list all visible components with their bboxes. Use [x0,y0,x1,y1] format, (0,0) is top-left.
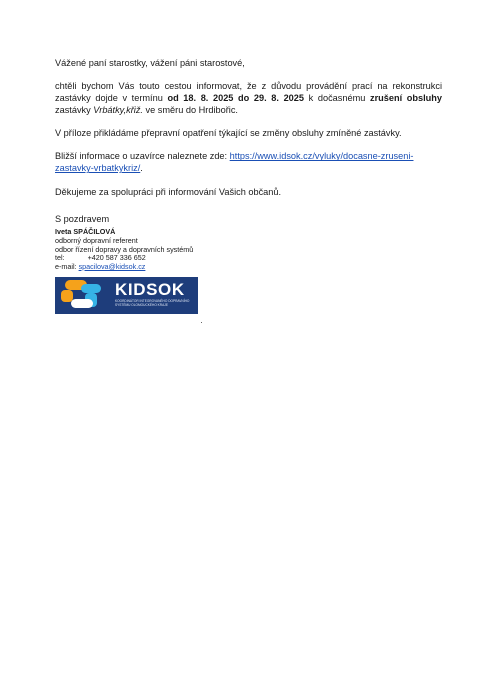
notice-paragraph [55,81,442,116]
stop-name: Vrbátky,křiž. [93,104,143,115]
notice-text-4: ve směru do Hrdibořic. [143,104,238,115]
phone-label: tel: [55,253,65,263]
notice-text-1: chtěli bychom Vás touto cestou informovat, že z důvodu provádění prací na rekonstrukci zastávky dojde v termínu [55,81,442,104]
signature-title: odborný dopravní referent [55,235,138,245]
kidsok-logo [55,277,198,314]
info-paragraph [55,151,442,175]
phone-number: +420 587 336 652 [87,253,146,263]
info-text-end: . [140,163,143,174]
greeting: Vážené paní starostky, vážení páni starostové, [55,58,245,68]
email-label: e-mail: [55,261,77,271]
logo-wordmark: KIDSOK [115,280,185,299]
email-link[interactable]: spacilova@kidsok.cz [78,261,146,271]
signature-block [55,228,442,272]
notice-text-3: zastávky [55,104,94,115]
closing: S pozdravem [55,214,110,225]
thanks-paragraph: Děkujeme za spolupráci při informování Vašich občanů. [55,186,282,197]
attachment-paragraph: V příloze přikládáme přepravní opatření týkající se změny obsluhy zmíněné zastávky. [55,128,402,139]
info-text: Bližší informace o uzavírce naleznete zde: [55,151,230,162]
closure-info-link[interactable]: https://www.idsok.cz/vyluky/docasne-zruseni-zastavky-vrbatkykriz/ [55,151,414,174]
stray-mark [201,322,202,323]
service-cancellation: zrušení obsluhy [369,93,442,104]
closure-dates: od 18. 8. 2025 do 29. 8. 2025 [167,93,305,104]
notice-text-2: k dočasnému [304,93,370,104]
logo-tagline: KOORDINÁTOR INTEGROVANÉHO DOPRAVNÍHO SYSTÉMU OLOMOUCKÉHO KRAJE [115,299,190,307]
signature-department: odbor řízení dopravy a dopravních systémů [55,244,194,254]
signature-email-row [55,263,442,272]
email-body [55,58,442,272]
kidsok-emblem-icon [55,277,111,314]
signature-name: Iveta SPÁČILOVÁ [55,227,116,237]
